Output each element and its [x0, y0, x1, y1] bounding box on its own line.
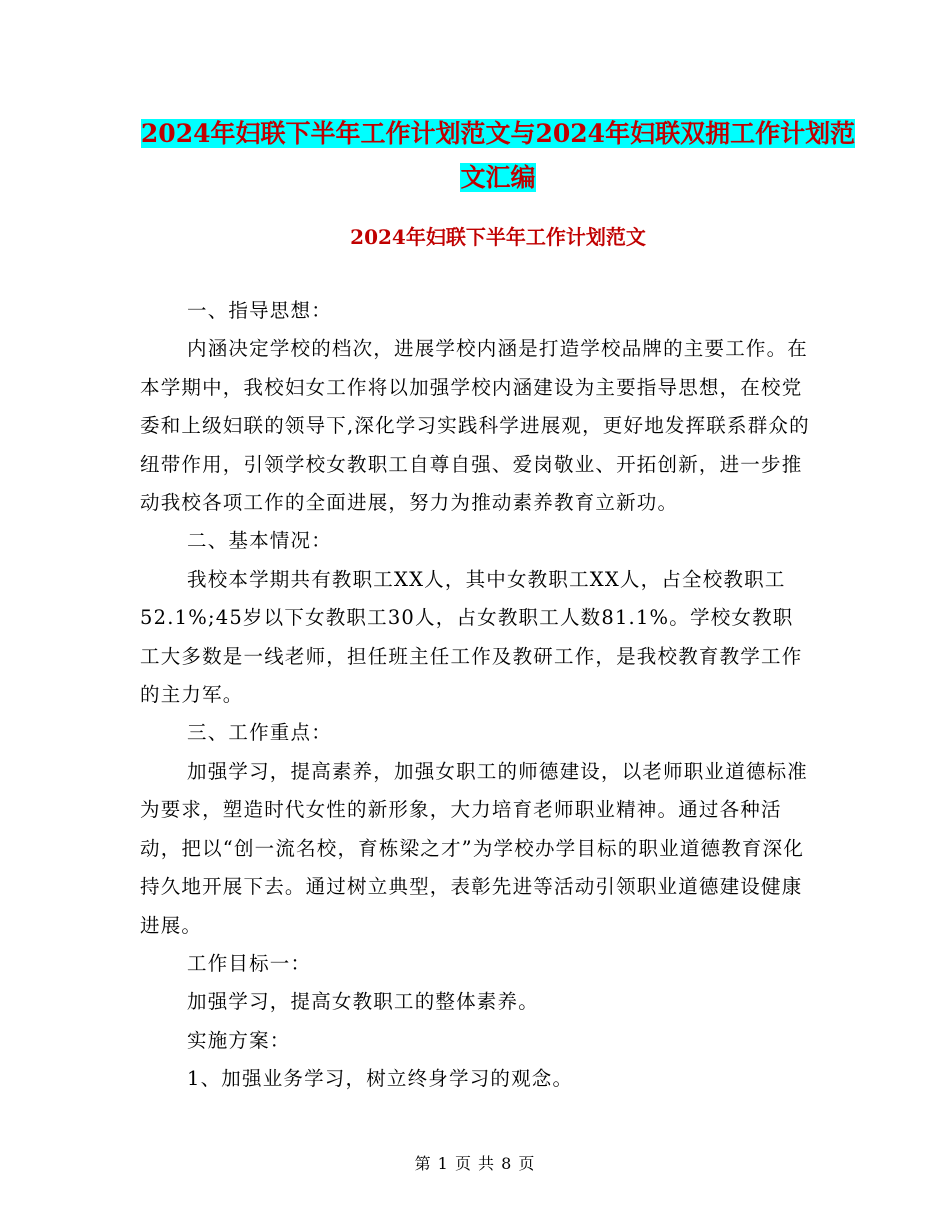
document-body: [140, 292, 812, 1099]
section-title: 2024年妇联下半年工作计划范文: [350, 225, 646, 249]
paragraph-guiding-thought: 内涵决定学校的档次，进展学校内涵是打造学校品牌的主要工作。在本学期中，我校妇女工作将以加强学校内涵建设为主要指导思想，在校党委和上级妇联的领导下,深化学习实践科学进展观，更好地发挥联系群众的纽带作用，引领学校女教职工自尊自强、爱岗敬业、开拓创新，进一步推动我校各项工作的全面进展，努力为推动素养教育立新功。: [140, 337, 810, 515]
paragraph-work-focus: 加强学习，提高素养，加强女职工的师德建设，以老师职业道德标准为要求，塑造时代女性的新形象，大力培育老师职业精神。通过各种活动，把以“创一流名校，育栋梁之才”为学校办学目标的职业道德教育深化持久地开展下去。通过树立典型，表彰先进等活动引领职业道德建设健康进展。: [140, 759, 809, 937]
paragraph-goal-one: 加强学习，提高女教职工的整体素养。: [187, 990, 539, 1014]
heading-implementation: 实施方案：: [187, 1028, 291, 1052]
heading-work-focus: 三、工作重点：: [187, 721, 332, 745]
paragraph-basic-situation: 我校本学期共有教职工XX人，其中女教职工XX人，占全校教职工52.1%;45岁以下女教职工30人，占女教职工人数81.1%。学校女教职工大多数是一线老师，担任班主任工作及教研工作，是我校教育教学工作的主力军。: [140, 567, 803, 707]
page-footer: 第 1 页 共 8 页: [414, 1154, 536, 1173]
document-title-text: 2024年妇联下半年工作计划范文与2024年妇联双拥工作计划范文汇编: [140, 119, 856, 192]
paragraph-implementation-1: 1、加强业务学习，树立终身学习的观念。: [187, 1067, 574, 1091]
heading-guiding-thought: 一、指导思想：: [187, 299, 332, 322]
document-title: [140, 112, 856, 200]
heading-goal-one: 工作目标一：: [187, 951, 312, 975]
heading-basic-situation: 二、基本情况：: [187, 529, 332, 553]
